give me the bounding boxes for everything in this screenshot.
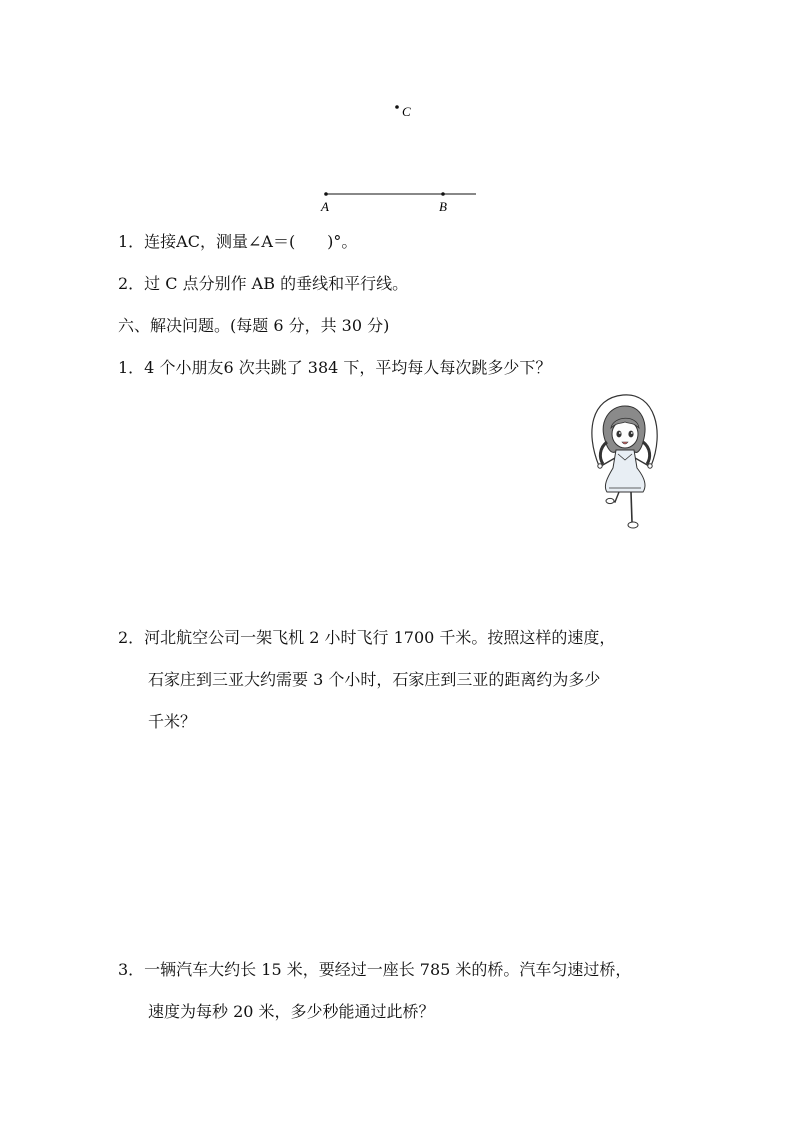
geometry-figure [300, 95, 500, 220]
point-c-dot [395, 105, 399, 109]
question-5-2: 2．过 C 点分别作 AB 的垂线和平行线。 [118, 274, 409, 293]
question-6-3-line-2: 速度为每秒 20 米，多少秒能通过此桥？ [148, 1002, 435, 1021]
jump-rope-girl-illustration [585, 392, 665, 534]
point-b-label: B [439, 199, 447, 214]
question-6-2-line-2: 石家庄到三亚大约需要 3 个小时，石家庄到三亚的距离约为多少 [148, 670, 601, 689]
question-6-2-line-3: 千米？ [148, 712, 197, 731]
point-a-label: A [321, 199, 329, 214]
question-6-2-line-1: 2．河北航空公司一架飞机 2 小时飞行 1700 千米。按照这样的速度， [118, 628, 616, 647]
point-c-label: C [402, 104, 411, 119]
question-6-3-line-1: 3．一辆汽车大约长 15 米，要经过一座长 785 米的桥。汽车匀速过桥， [118, 960, 632, 979]
question-5-1: 1．连接AC，测量∠A＝( )°。 [118, 232, 358, 251]
point-a-dot [324, 192, 328, 196]
point-b-dot [441, 192, 445, 196]
question-6-1: 1．4 个小朋友6 次共跳了 384 下，平均每人每次跳多少下？ [118, 358, 552, 377]
section-6-heading: 六、解决问题。(每题 6 分，共 30 分) [118, 316, 390, 335]
